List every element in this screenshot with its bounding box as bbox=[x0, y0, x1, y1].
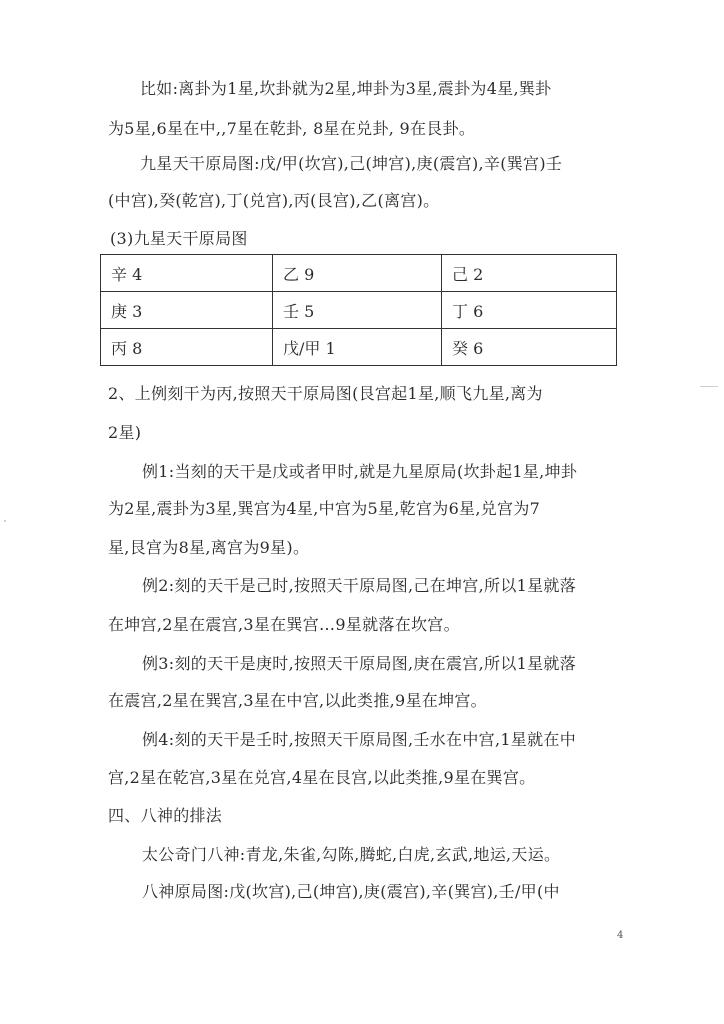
table-row bbox=[101, 329, 617, 366]
paragraph-line: 例2:刻的天干是己时,按照天干原局图,己在坤宫,所以1星就落 bbox=[142, 576, 577, 595]
table-cell: 壬 5 bbox=[273, 292, 442, 329]
table-row bbox=[101, 292, 617, 329]
nine-star-heavenly-stem-table bbox=[100, 254, 617, 366]
paragraph-line: 例3:刻的天干是庚时,按照天干原局图,庚在震宫,所以1星就落 bbox=[142, 654, 577, 673]
paragraph-line: 2、上例刻干为丙,按照天干原局图(艮宫起1星,顺飞九星,离为 bbox=[108, 384, 543, 403]
table-cell: 庚 3 bbox=[101, 292, 273, 329]
paragraph-line: 在坤宫,2星在震宫,3星在巽宫…9星就落在坎宫。 bbox=[108, 615, 460, 634]
scan-mark bbox=[700, 386, 718, 387]
paragraph-line: (中宫),癸(乾宫),丁(兑宫),丙(艮宫),乙(离宫)。 bbox=[108, 191, 440, 210]
table-cell: 丁 6 bbox=[442, 292, 617, 329]
paragraph-line: 为5星,6星在中,,7星在乾卦, 8星在兑卦, 9在艮卦。 bbox=[108, 119, 476, 138]
paragraph-line: 在震宫,2星在巽宫,3星在中宫,以此类推,9星在坤宫。 bbox=[108, 691, 487, 710]
table-cell: 己 2 bbox=[442, 255, 617, 292]
table-cell: 丙 8 bbox=[101, 329, 273, 366]
paragraph-line: 八神原局图:戊(坎宫),己(坤宫),庚(震宫),辛(巽宫),壬/甲(中 bbox=[142, 882, 560, 901]
table-cell: 辛 4 bbox=[101, 255, 273, 292]
section-heading: 四、八神的排法 bbox=[108, 806, 223, 825]
paragraph-line: 比如:离卦为1星,坎卦就为2星,坤卦为3星,震卦为4星,巽卦 bbox=[140, 79, 552, 98]
paragraph-line: 太公奇门八神:青龙,朱雀,勾陈,腾蛇,白虎,玄武,地运,天运。 bbox=[142, 845, 561, 864]
page-number: 4 bbox=[617, 930, 624, 941]
table-cell: 乙 9 bbox=[273, 255, 442, 292]
paragraph-line: 例4:刻的天干是壬时,按照天干原局图,壬水在中宫,1星就在中 bbox=[142, 730, 577, 749]
paragraph-line: 例1:当刻的天干是戊或者甲时,就是九星原局(坎卦起1星,坤卦 bbox=[142, 462, 578, 481]
paragraph-line: 星,艮宫为8星,离宫为9星)。 bbox=[108, 538, 310, 557]
section-heading: (3)九星天干原局图 bbox=[110, 229, 248, 248]
scan-mark bbox=[4, 520, 6, 522]
paragraph-line: 宫,2星在乾宫,3星在兑宫,4星在艮宫,以此类推,9星在巽宫。 bbox=[108, 768, 536, 787]
table-cell: 戊/甲 1 bbox=[273, 329, 442, 366]
paragraph-line: 2星) bbox=[108, 423, 142, 442]
paragraph-line: 九星天干原局图:戊/甲(坎宫),己(坤宫),庚(震宫),辛(巽宫)壬 bbox=[140, 154, 563, 173]
paragraph-line: 为2星,震卦为3星,巽宫为4星,中宫为5星,乾宫为6星,兑宫为7 bbox=[108, 499, 541, 518]
table-row bbox=[101, 255, 617, 292]
table-cell: 癸 6 bbox=[442, 329, 617, 366]
